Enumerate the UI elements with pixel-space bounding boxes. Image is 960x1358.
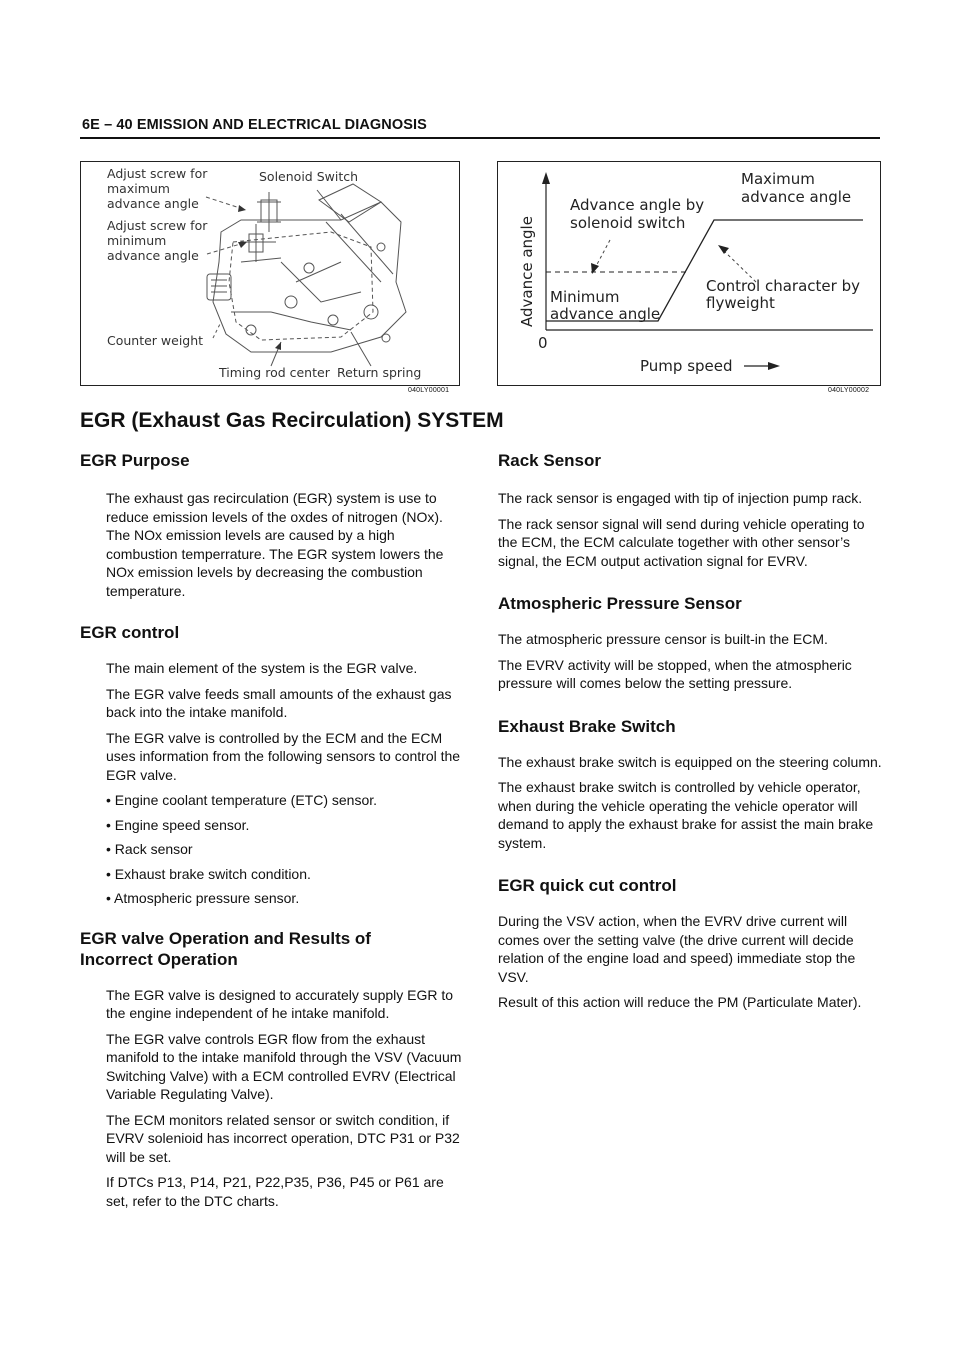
heading-egr-quick-cut: EGR quick cut control	[498, 876, 677, 895]
y-axis-label: Advance angle	[518, 216, 536, 327]
sensor-bullet: • Engine coolant temperature (ETC) sensor.	[106, 792, 378, 808]
quick-cut-p2: Result of this action will reduce the PM (Particulate Mater).	[498, 994, 862, 1010]
egr-operation-p2: The EGR valve controls EGR flow from the exhaust manifold to the intake manifold through the VSV (Vacuum Switching Valve) with a ECM controlled EVRV (Electrical Variable Regulating Valve).	[106, 1030, 462, 1102]
label-max-advance: Maximum advance angle	[741, 170, 852, 206]
quick-cut-p1: During the VSV action, when the EVRV drive current will comes over the setting valve (the drive current will decide relation of the engine load and speed) immediate stop the VSV.	[498, 913, 856, 985]
timer-diagram-drawing	[81, 162, 459, 385]
label-adjust-max: Adjust screw for maximum advance angle	[107, 166, 208, 211]
heading-exhaust-brake-switch: Exhaust Brake Switch	[498, 716, 676, 736]
timer-diagram-figure	[80, 161, 460, 386]
heading-egr-purpose: EGR Purpose	[80, 451, 190, 470]
label-return-spring: Return spring	[337, 365, 422, 380]
figure1-code: 040LY00001	[408, 387, 450, 394]
right-column	[498, 450, 884, 1019]
atmos-sensor-p1: The atmospheric pressure censor is built-in the ECM.	[498, 631, 828, 647]
sensor-bullet: • Rack sensor	[106, 841, 193, 857]
advance-angle-graph-figure	[497, 161, 881, 386]
rack-sensor-p1: The rack sensor is engaged with tip of injection pump rack.	[498, 490, 863, 506]
figure2-code: 040LY00002	[828, 387, 870, 394]
header-rule	[80, 137, 880, 139]
egr-purpose-body: The exhaust gas recirculation (EGR) system is use to reduce emission levels of the oxdes of nitrogen (NOx). The NOx emission levels are caused by a high combustion temperrature. The EGR system lowers the NOx emission levels by decreasing the combustion temperature.	[106, 490, 444, 599]
exhaust-brake-p1: The exhaust brake switch is equipped on the steering column.	[498, 753, 882, 770]
main-title: EGR (Exhaust Gas Recirculation) SYSTEM	[80, 409, 504, 432]
heading-egr-operation: EGR valve Operation and Results of Incorrect Operation	[80, 928, 371, 969]
heading-egr-control: EGR control	[80, 623, 180, 642]
origin-label: 0	[538, 334, 548, 352]
label-counter-weight: Counter weight	[107, 333, 204, 348]
atmos-sensor-p2: The EVRV activity will be stopped, when the atmospheric pressure will comes below the setting pressure.	[498, 656, 852, 691]
label-timing-rod-center: Timing rod center	[219, 365, 330, 380]
label-min-advance: Minimum advance angle	[550, 288, 661, 323]
egr-control-p2: The EGR valve feeds small amounts of the exhaust gas back into the intake manifold.	[106, 685, 452, 720]
label-solenoid-switch: Solenoid Switch	[259, 169, 359, 184]
advance-angle-graph	[498, 162, 880, 385]
egr-control-p1: The main element of the system is the EGR valve.	[106, 660, 418, 676]
exhaust-brake-p2: The exhaust brake switch is controlled by vehicle operator, when during the vehicle operating the vehicle operator will demand to apply the exhaust brake for assist the main brake system.	[498, 779, 874, 851]
y-axis-arrow	[542, 172, 550, 184]
heading-atmospheric-pressure: Atmospheric Pressure Sensor	[498, 594, 742, 613]
egr-control-p3: The EGR valve is controlled by the ECM and the ECM uses information from the following sensors to control the EGR valve.	[106, 729, 461, 783]
heading-rack-sensor: Rack Sensor	[498, 451, 601, 470]
left-column	[80, 450, 470, 1217]
sensor-bullet: • Exhaust brake switch condition.	[106, 865, 311, 882]
label-solenoid-advance: Advance angle by solenoid switch	[570, 196, 705, 232]
label-control-character: Control character by flyweight	[706, 277, 860, 312]
sensor-bullet: • Engine speed sensor.	[106, 816, 250, 833]
x-axis-label: Pump speed	[640, 357, 733, 375]
egr-operation-p1: The EGR valve is designed to accurately supply EGR to the engine independent of he intake manifold.	[106, 986, 454, 1021]
egr-operation-p4: If DTCs P13, P14, P21, P22,P35, P36, P45 or P61 are set, refer to the DTC charts.	[106, 1174, 444, 1209]
x-axis-arrow	[768, 362, 780, 370]
rack-sensor-p2: The rack sensor signal will send during vehicle operating to the ECM, the ECM calculate together with other sensor’s signal, the ECM output activation signal for EVRV.	[498, 515, 865, 569]
egr-operation-p3: The ECM monitors related sensor or switch condition, if EVRV solenioid has incorrect operation, DTC P31 or P32 will be set.	[106, 1111, 460, 1165]
page-header-title: 6E – 40 EMISSION AND ELECTRICAL DIAGNOSIS	[82, 117, 427, 133]
label-adjust-min: Adjust screw for minimum advance angle	[107, 218, 208, 263]
sensor-bullet: • Atmospheric pressure sensor.	[106, 890, 300, 906]
